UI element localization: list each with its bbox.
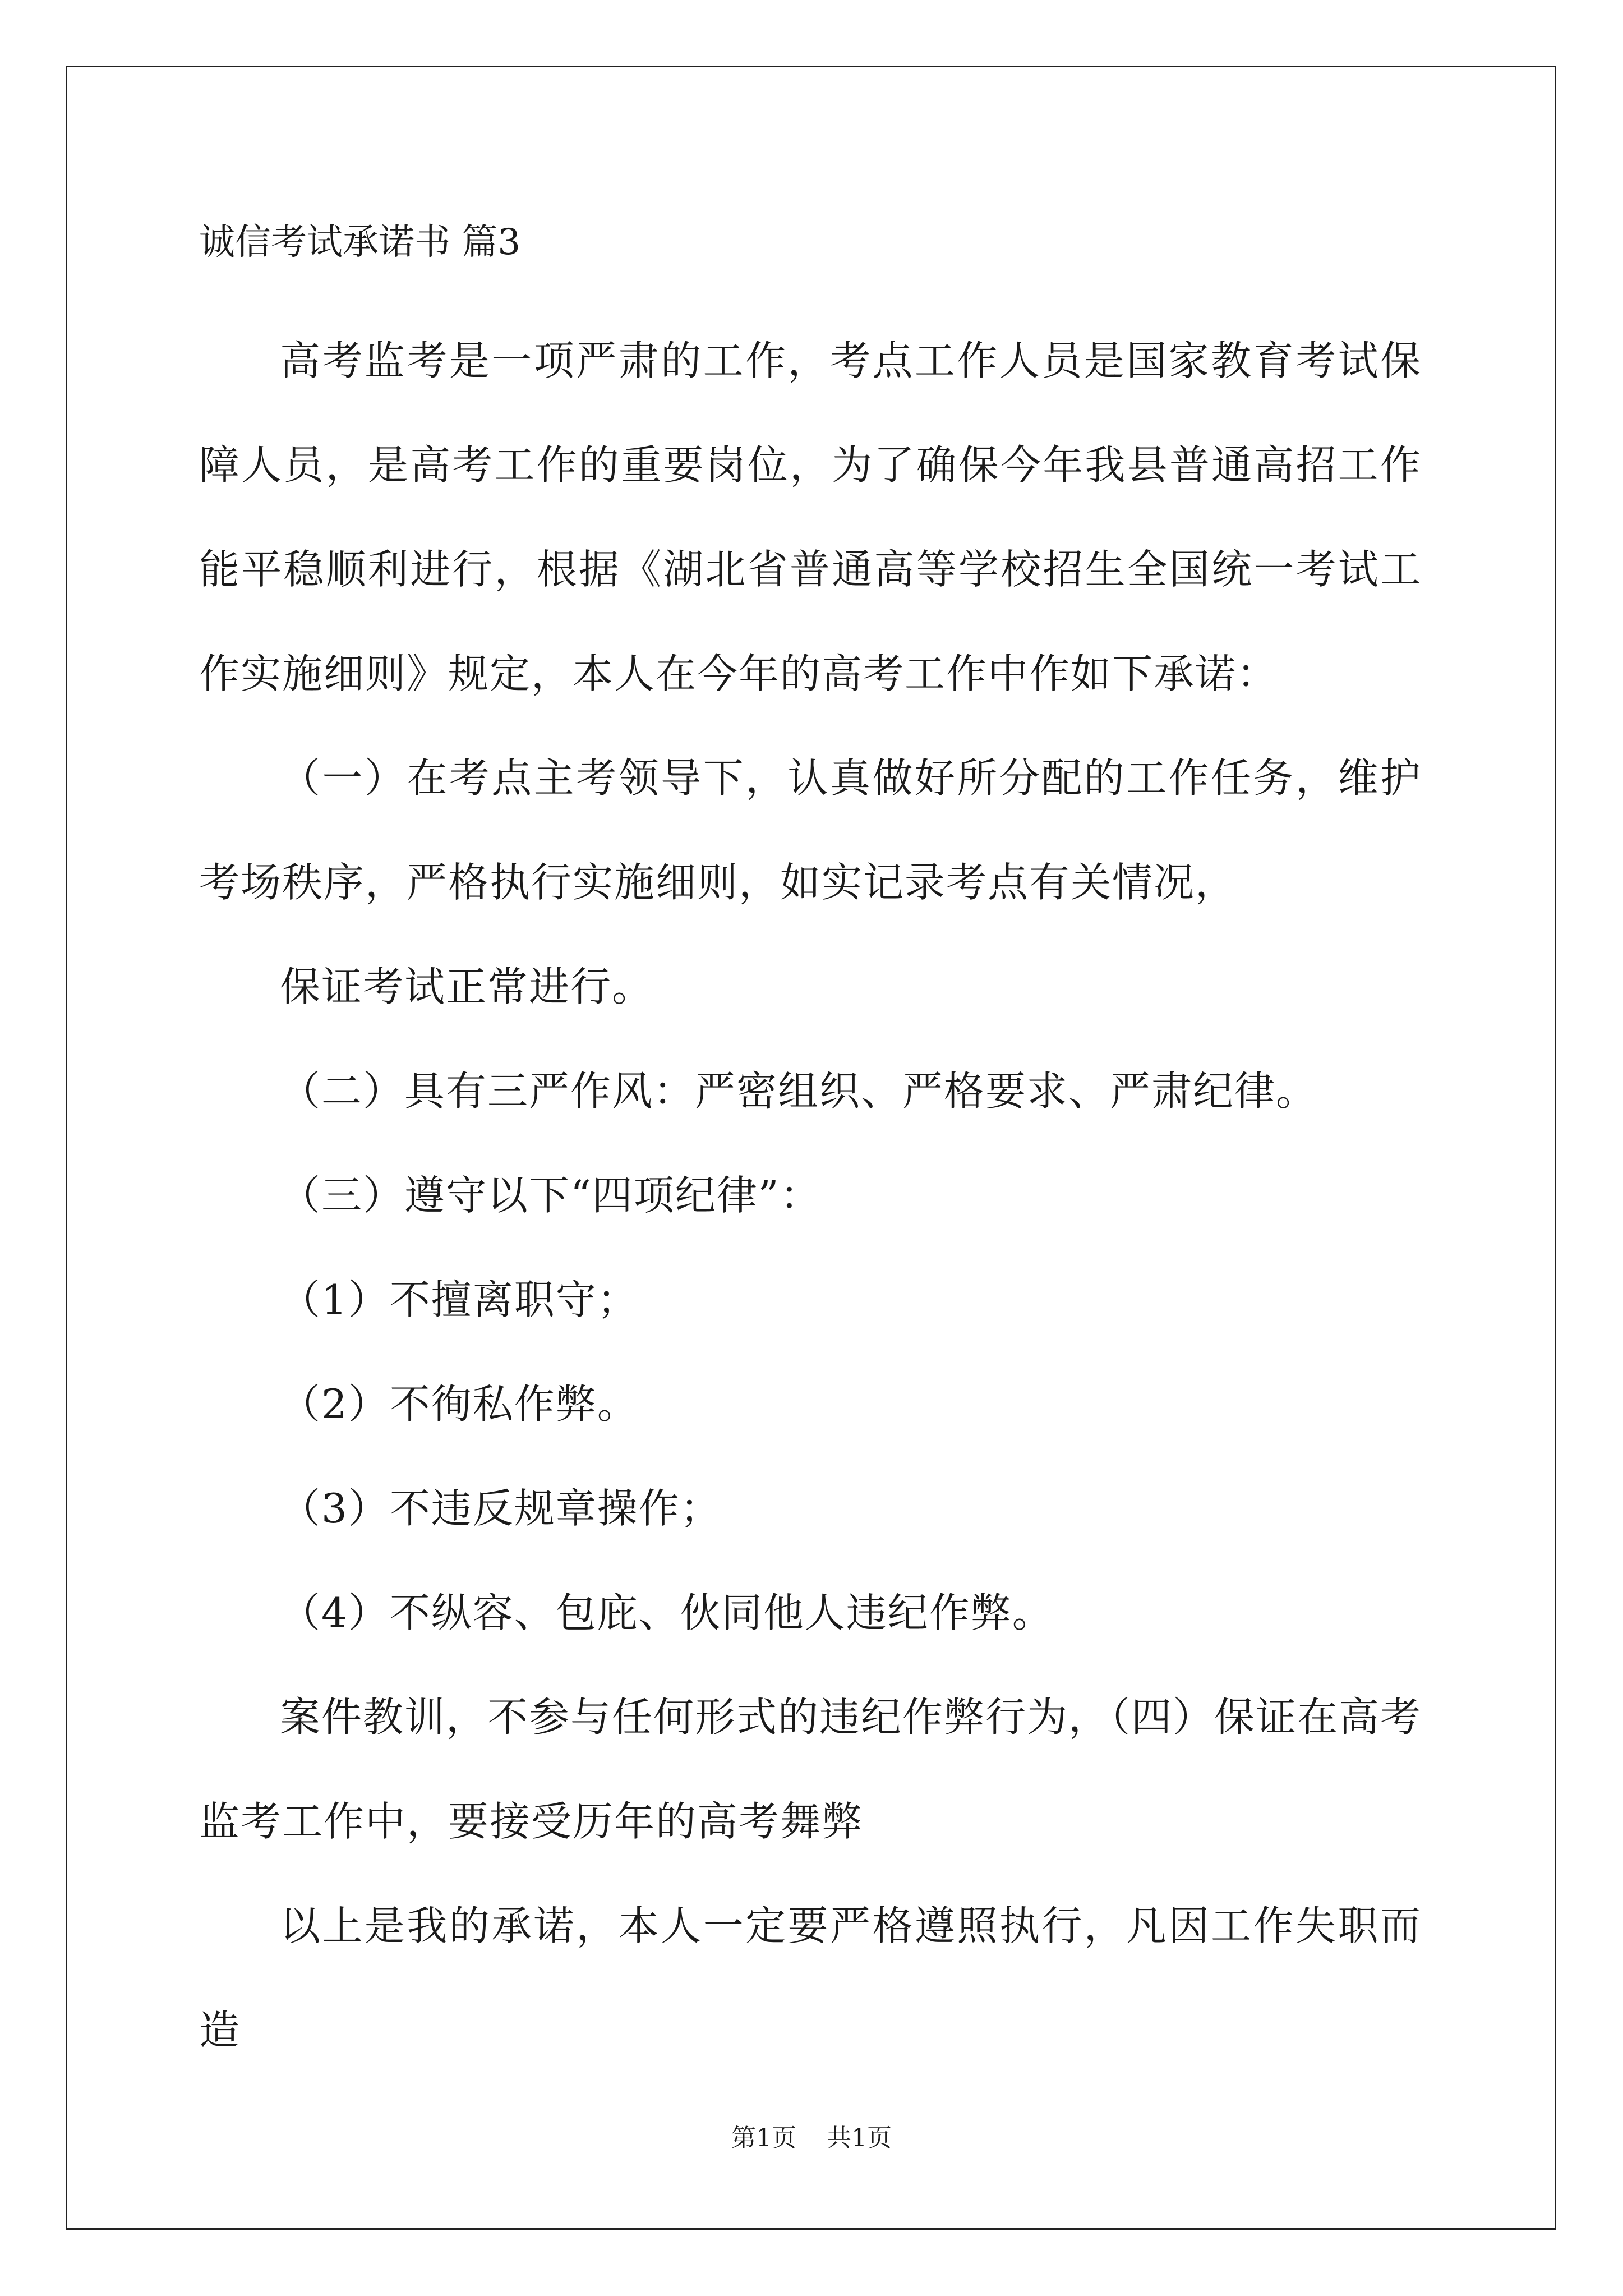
page-number: 第1页 bbox=[731, 2124, 796, 2152]
paragraph-item-1: （一）在考点主考领导下，认真做好所分配的工作任务，维护考场秩序，严格执行实施细则，如实记录考点有关情况， bbox=[199, 754, 1422, 906]
paragraph-intro: 高考监考是一项严肃的工作，考点工作人员是国家教育考试保障人员，是高考工作的重要岗位，为了确保今年我县普通高招工作能平稳顺利进行，根据《湖北省普通高等学校招生全国统一考试工作实施细则》规定，本人在今年的高考工作中作如下承诺： bbox=[199, 337, 1422, 697]
paragraph-guarantee: 保证考试正常进行。 bbox=[280, 963, 654, 1010]
paragraph-rule-1: （1）不擅离职守； bbox=[280, 1276, 639, 1323]
paragraph-rule-4: （4）不纵容、包庇、伙同他人违纪作弊。 bbox=[280, 1589, 1054, 1636]
paragraph-rule-2: （2）不徇私作弊。 bbox=[280, 1381, 639, 1428]
page-total: 共1页 bbox=[827, 2124, 892, 2152]
document-body bbox=[199, 309, 1422, 2082]
paragraph-closing: 以上是我的承诺，本人一定要严格遵照执行，凡因工作失职而造 bbox=[199, 1902, 1422, 2054]
paragraph-item-3: （三）遵守以下“四项纪律”： bbox=[280, 1172, 822, 1219]
document-title: 诚信考试承诺书 篇3 bbox=[199, 222, 521, 263]
page-footer bbox=[0, 2126, 1623, 2151]
paragraph-rule-3: （3）不违反规章操作； bbox=[280, 1485, 722, 1532]
paragraph-case-lesson: 案件教训，不参与任何形式的违纪作弊行为，（四）保证在高考监考工作中，要接受历年的高考舞弊 bbox=[199, 1694, 1422, 1845]
paragraph-item-2: （二）具有三严作风：严密组织、严格要求、严肃纪律。 bbox=[280, 1068, 1318, 1115]
